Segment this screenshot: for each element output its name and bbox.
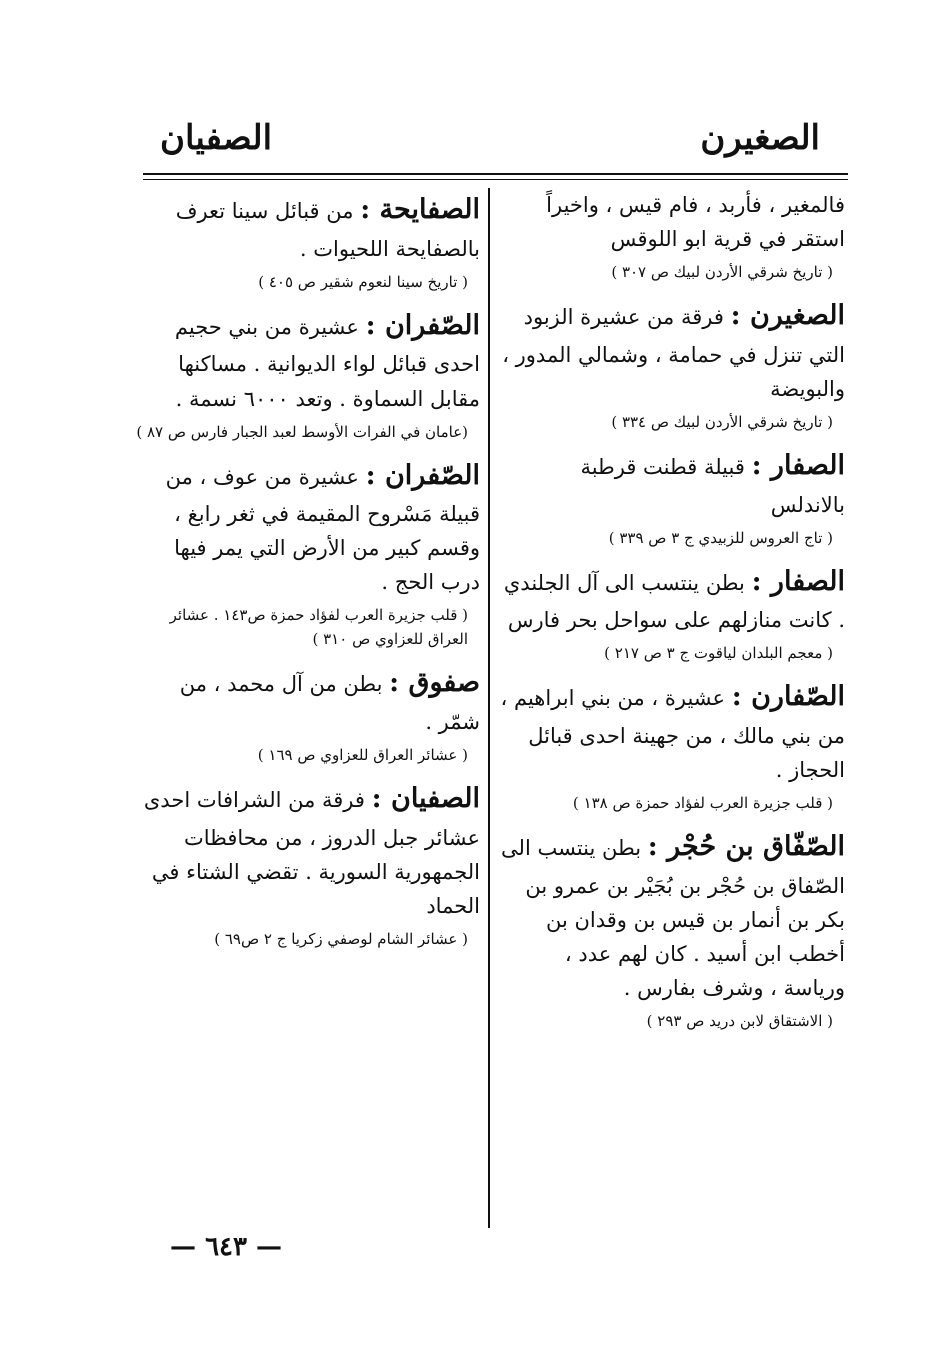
entry-reference: ( تاريخ شرقي الأردن لبيك ص ٣٣٤ ) [611,412,833,431]
entry-text: من قبائل سينا تعرف بالصفايحة اللحيوات . [175,199,480,261]
entry-headword: الصغيرن : [730,300,845,332]
entry-headword: صفوق : [389,667,480,699]
entry-reference: ( قلب جزيرة العرب لفؤاد حمزة ص١٤٣ . عشائر العراق للعزاوي ص ٣١٠ ) [169,606,468,649]
entry-reference: (عامان في الفرات الأوسط لعبد الجبار فارس ص ٨٧ ) [136,422,468,441]
entry-text: بطن من آل محمد ، من شمّر . [179,672,480,735]
entry [135,661,480,767]
entry [135,188,480,294]
left-column [135,188,480,961]
entry [500,444,845,550]
entry-headword: الصفار : [751,449,845,481]
entry-text: بطن ينتسب الى الصّفاق بن حُجْر بن بُجَيْر بن عمرو بن بكر بن أنمار بن قيس بن وقدان بن أخطب ابن أسيد . كان لهم عدد ، ورياسة ، وشرف بفارس . [501,836,845,1000]
header-rule-thick [143,173,848,175]
column-divider [488,188,490,1228]
entry-headword: الصفيان : [371,783,480,815]
entry-headword: الصّفران : [365,309,480,341]
entry-headword: الصّفارن : [731,681,845,713]
entry [135,304,480,444]
entry [500,675,845,815]
entry-text: عشيرة ، من بني ابراهيم ، من بني مالك ، من جهينة احدى قبائل الحجاز . [500,686,845,783]
entry [500,560,845,666]
entry-reference: ( قلب جزيرة العرب لفؤاد حمزة ص ١٣٨ ) [572,794,833,813]
entry-reference: ( عشائر الشام لوصفي زكريا ج ٢ ص٦٩ ) [214,929,468,948]
entry-text: بطن ينتسب الى آل الجلندي . كانت منازلهم على سواحل بحر فارس [503,570,845,633]
entry-reference: ( تاج العروس للزبيدي ج ٣ ص ٣٣٩ ) [608,528,833,547]
entry [135,777,480,951]
entry-reference: ( تاريخ سينا لنعوم شقير ص ٤٠٥ ) [258,272,468,291]
entry-headword: الصّفران : [365,459,480,491]
entry-text: قبيلة قطنت قرطبة بالاندلس [580,454,845,517]
entry-text: فرقة من عشيرة الزبود التي تنزل في حمامة ، وشمالي المدور ، والبويضة [502,305,845,401]
entry-text: عشيرة من بني حجيم احدى قبائل لواء الديوانية . مساكنها مقابل السماوة . وتعد ٦٠٠٠ نسمة . [174,314,480,411]
running-header-right: الصغيرن [700,118,820,158]
entry-text: عشيرة من عوف ، من قبيلة مَسْروح المقيمة في ثغر رابغ ، وقسم كبير من الأرض التي يمر فيها درب الحج . [165,464,480,595]
entry-reference: ( عشائر العراق للعزاوي ص ١٦٩ ) [257,746,468,765]
continuation-entry [500,188,845,284]
entry [500,294,845,434]
continuation-reference: ( تاريخ شرقي الأردن لبيك ص ٣٠٧ ) [611,263,833,282]
right-column [500,188,845,1043]
continuation-text: فالمغير ، فأربد ، فام قيس ، واخيراً استقر في قرية ابو اللوقس [546,193,845,252]
running-header-left: الصفيان [160,118,273,158]
entry-headword: الصّفّاق بن حُجْر : [647,831,845,863]
entry-headword: الصفايحة : [360,194,480,225]
entry [500,825,845,1033]
entry-reference: ( معجم البلدان لياقوت ج ٣ ص ٢١٧ ) [604,644,833,663]
entry [135,454,480,652]
entry-text: فرقة من الشرافات احدى عشائر جبل الدروز ، من محافظات الجمهورية السورية . تقضي الشتاء في الحماد [143,788,480,918]
header-rule-thin [143,179,848,180]
page-number: — ٦٤٣ — [170,1232,283,1262]
entry-reference: ( الاشتقاق لابن دريد ص ٢٩٣ ) [646,1011,833,1030]
entry-headword: الصفار : [751,565,845,597]
